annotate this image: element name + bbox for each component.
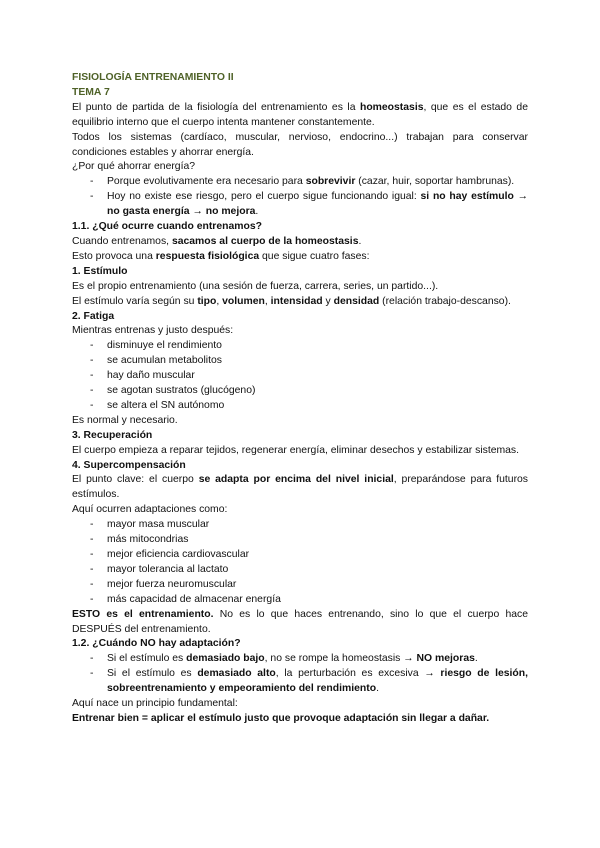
- phase-1-paragraph-1: Es el propio entrenamiento (una sesión de fuerza, carrera, series, un partido...).: [72, 280, 439, 292]
- phase-1-paragraph-2: El estímulo varía según su tipo, volumen, intensidad y densidad (relación trabajo-descanso).: [72, 295, 511, 307]
- list-item: - más mitocondrias: [72, 533, 528, 548]
- phase-2-heading: 2. Fatiga: [72, 310, 115, 322]
- list-item: - mejor eficiencia cardiovascular: [72, 548, 528, 563]
- no-adaptation-list: [72, 652, 528, 697]
- phase-4-intro: Aquí ocurren adaptaciones como:: [72, 504, 228, 516]
- phase-4-heading: 4. Supercompensación: [72, 459, 186, 471]
- list-item: - mejor fuerza neuromuscular: [72, 578, 528, 593]
- list-item: - disminuye el rendimiento: [72, 339, 528, 354]
- list-item: - Hoy no existe ese riesgo, pero el cuerpo sigue funcionando igual: si no hay estímulo → no gasta energía → no mejora.: [72, 190, 528, 220]
- list-item: - se acumulan metabolitos: [72, 354, 528, 369]
- document-title: FISIOLOGÍA ENTRENAMIENTO II: [72, 72, 234, 83]
- list-item: - mayor tolerancia al lactato: [72, 563, 528, 578]
- phase-3-paragraph: El cuerpo empieza a reparar tejidos, regenerar energía, eliminar desechos y estabilizar sistemas.: [72, 444, 520, 456]
- tema-label: TEMA 7: [72, 86, 110, 98]
- list-item: - más capacidad de almacenar energía: [72, 593, 528, 608]
- principle-statement: Entrenar bien = aplicar el estímulo justo que provoque adaptación sin llegar a dañar.: [72, 712, 490, 724]
- section-1-1-heading: 1.1. ¿Qué ocurre cuando entrenamos?: [72, 221, 262, 233]
- section-1-2-heading: 1.2. ¿Cuándo NO hay adaptación?: [72, 638, 241, 650]
- list-item: - Porque evolutivamente era necesario para sobrevivir (cazar, huir, soportar hambrunas).: [72, 175, 528, 190]
- phase-2-closing: Es normal y necesario.: [72, 414, 178, 426]
- phase-4-closing: ESTO es el entrenamiento. No es lo que haces entrenando, sino lo que el cuerpo hace DESPUÉS del entrenamiento.: [72, 608, 529, 635]
- section-1-1-line1: Cuando entrenamos, sacamos al cuerpo de la homeostasis.: [72, 235, 362, 247]
- intro-question: ¿Por qué ahorrar energía?: [72, 161, 196, 173]
- list-item: - hay daño muscular: [72, 369, 528, 384]
- phase-2-intro: Mientras entrenas y justo después:: [72, 325, 234, 337]
- list-item: - Si el estímulo es demasiado alto, la perturbación es excesiva → riesgo de lesión, sobreentrenamiento y empeoramiento del rendimiento.: [72, 667, 528, 697]
- intro-bullet-list: [72, 175, 528, 220]
- list-item: - mayor masa muscular: [72, 518, 528, 533]
- principle-intro: Aquí nace un principio fundamental:: [72, 698, 238, 710]
- phase-1-heading: 1. Estímulo: [72, 265, 128, 277]
- phase-4-paragraph: El punto clave: el cuerpo se adapta por encima del nivel inicial, preparándose para futuros estímulos.: [72, 474, 529, 501]
- fatigue-list: [72, 339, 528, 414]
- section-1-1-line2: Esto provoca una respuesta fisiológica que sigue cuatro fases:: [72, 250, 370, 262]
- list-item: - se altera el SN autónomo: [72, 399, 528, 414]
- document-page: [72, 71, 528, 727]
- adaptations-list: [72, 518, 528, 607]
- list-item: - se agotan sustratos (glucógeno): [72, 384, 528, 399]
- phase-3-heading: 3. Recuperación: [72, 429, 153, 441]
- list-item: - Si el estímulo es demasiado bajo, no se rompe la homeostasis → NO mejoras.: [72, 652, 528, 667]
- intro-paragraph-homeostasis: El punto de partida de la fisiología del entrenamiento es la homeostasis, que es el estado de equilibrio interno que el cuerpo intenta mantener constantemente.: [72, 101, 528, 128]
- intro-paragraph-systems: Todos los sistemas (cardíaco, muscular, nervioso, endocrino...) trabajan para conservar condiciones estables y ahorrar energía.: [72, 131, 528, 158]
